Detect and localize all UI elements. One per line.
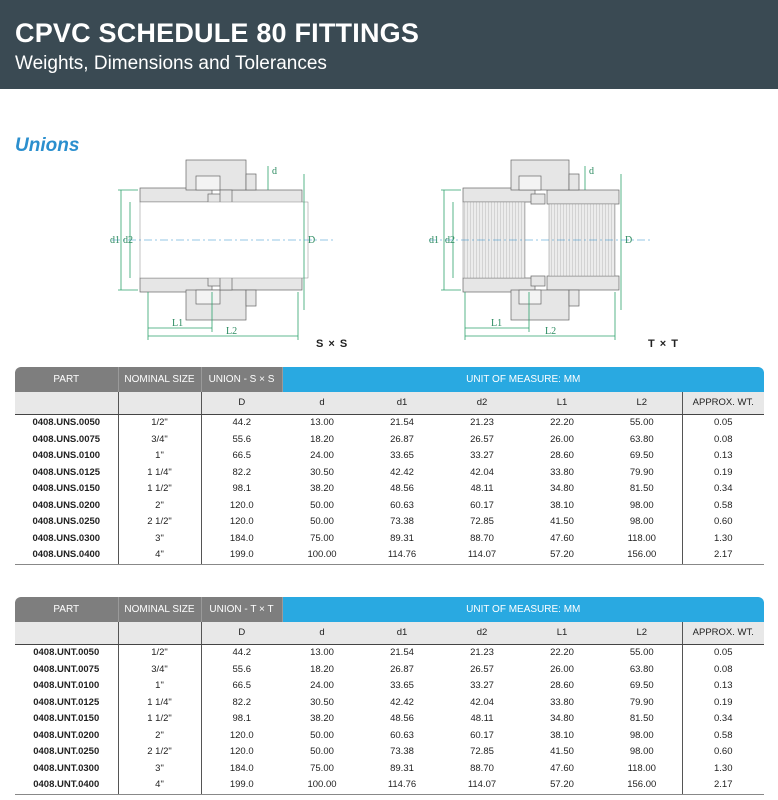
dim-D: 44.2 [232, 417, 251, 428]
dim-L1: 41.50 [550, 516, 574, 527]
approx-weight: 0.08 [714, 663, 733, 675]
table-row [15, 531, 764, 548]
dim-D: 82.2 [232, 696, 251, 708]
header-part: PART [15, 367, 118, 392]
nominal-size: 2" [118, 498, 201, 515]
dim-d2: 60.17 [470, 499, 494, 511]
part-number: 0408.UNS.0150 [15, 481, 118, 498]
approx-weight: 0.58 [714, 499, 733, 511]
dim-d2: 26.57 [470, 433, 494, 445]
subheader-d: d [282, 392, 362, 415]
dim-L1: 22.20 [550, 647, 574, 658]
dim-d: 38.20 [310, 713, 334, 724]
approx-weight: 0.13 [714, 680, 733, 691]
header-banner [0, 0, 778, 89]
table-row [15, 481, 764, 498]
dim-L2: 63.80 [602, 432, 682, 449]
dim-d: 50.00 [310, 499, 334, 511]
dim-d2: 42.04 [470, 696, 494, 708]
dim-L2: 98.00 [602, 728, 682, 745]
approx-weight: 0.60 [714, 516, 733, 527]
page-subtitle: Weights, Dimensions and Tolerances [15, 53, 327, 74]
dim-d1: 89.31 [390, 532, 414, 544]
dim-D: 120.0 [229, 516, 254, 527]
label-d1: d1 [110, 235, 120, 246]
dim-L2: 156.00 [602, 777, 682, 794]
label-l1: L1 [491, 318, 503, 329]
nominal-size: 2 1/2" [118, 744, 201, 761]
dim-d: 50.00 [310, 516, 334, 527]
part-number: 0408.UNS.0300 [15, 531, 118, 548]
dim-d1: 73.38 [390, 746, 414, 757]
dim-d: 50.00 [310, 746, 334, 757]
dim-L1: 33.80 [550, 696, 574, 708]
approx-weight: 0.05 [714, 417, 733, 428]
dim-d1: 60.63 [390, 729, 414, 741]
dim-d1: 21.54 [390, 647, 414, 658]
label-d2: d2 [445, 235, 455, 246]
nominal-size: 4" [118, 547, 201, 564]
dim-L2: 63.80 [602, 662, 682, 679]
nominal-size: 4" [118, 777, 201, 794]
table-row [15, 777, 764, 794]
header-part: PART [15, 597, 118, 622]
dim-L2: 98.00 [602, 744, 682, 761]
dim-d: 38.20 [310, 483, 334, 494]
dim-L1: 34.80 [550, 713, 574, 724]
label-l2: L2 [226, 326, 238, 337]
header-unit-of-measure: UNIT OF MEASURE: MM [282, 367, 764, 392]
part-number: 0408.UNT.0075 [15, 662, 118, 679]
nominal-size: 1" [118, 678, 201, 695]
nominal-size: 1 1/4" [118, 465, 201, 482]
spec-table-sxs [15, 367, 764, 565]
nominal-size: 3/4" [118, 432, 201, 449]
table-row [15, 432, 764, 449]
diagram-caption-sxs: S × S [316, 338, 349, 350]
dim-L1: 57.20 [522, 777, 602, 794]
dim-D: 98.1 [232, 483, 251, 494]
dim-d2: 33.27 [470, 680, 494, 691]
dim-d: 100.00 [282, 777, 362, 794]
dim-L1: 22.20 [550, 417, 574, 428]
dim-D: 199.0 [201, 547, 282, 564]
dim-D: 120.0 [229, 499, 254, 511]
approx-weight: 0.34 [714, 483, 733, 494]
dim-L1: 26.00 [550, 433, 574, 445]
table-row [15, 662, 764, 679]
nominal-size: 1 1/2" [118, 481, 201, 498]
part-number: 0408.UNT.0400 [15, 777, 118, 794]
dim-L1: 47.60 [550, 762, 574, 774]
nominal-size: 3/4" [118, 662, 201, 679]
approx-weight: 1.30 [714, 762, 733, 774]
label-big-d: D [625, 235, 633, 246]
dim-D: 82.2 [232, 466, 251, 478]
dim-d2: 72.85 [470, 746, 494, 757]
dim-d1: 114.76 [362, 547, 442, 564]
dim-d1: 89.31 [390, 762, 414, 774]
dim-d1: 42.42 [390, 696, 414, 708]
table-row [15, 695, 764, 712]
dim-D: 55.6 [232, 433, 251, 445]
table-row [15, 465, 764, 482]
dim-L1: 41.50 [550, 746, 574, 757]
subheader-d1: d1 [362, 392, 442, 415]
table-row [15, 645, 764, 662]
approx-weight: 0.19 [714, 696, 733, 708]
part-number: 0408.UNT.0050 [15, 645, 118, 662]
dim-d: 13.00 [310, 417, 334, 428]
label-d1: d1 [429, 235, 439, 246]
dim-D: 199.0 [201, 777, 282, 794]
dim-L1: 34.80 [550, 483, 574, 494]
dim-d1: 33.65 [390, 680, 414, 691]
dim-d2: 21.23 [470, 647, 494, 658]
dim-d: 100.00 [282, 547, 362, 564]
dim-d: 75.00 [310, 762, 334, 774]
subheader-L1: L1 [522, 392, 602, 415]
dim-d1: 21.54 [390, 417, 414, 428]
dim-L2: 118.00 [602, 761, 682, 778]
dim-L2: 79.90 [602, 465, 682, 482]
dim-L2: 69.50 [602, 448, 682, 465]
part-number: 0408.UNS.0125 [15, 465, 118, 482]
dim-d2: 114.07 [442, 547, 522, 564]
table-row [15, 678, 764, 695]
nominal-size: 1/2" [118, 645, 201, 662]
subheader-D: D [201, 622, 282, 645]
dim-L2: 55.00 [602, 645, 682, 662]
table-row [15, 415, 764, 432]
dim-L1: 28.60 [550, 680, 574, 691]
part-number: 0408.UNT.0300 [15, 761, 118, 778]
dim-L2: 81.50 [602, 481, 682, 498]
approx-weight: 0.08 [714, 433, 733, 445]
dim-d2: 88.70 [470, 762, 494, 774]
subheader-d: d [282, 622, 362, 645]
part-number: 0408.UNS.0200 [15, 498, 118, 515]
subheader-L2: L2 [602, 392, 682, 415]
nominal-size: 3" [118, 531, 201, 548]
header-unit-of-measure: UNIT OF MEASURE: MM [282, 597, 764, 622]
table-row [15, 728, 764, 745]
nominal-size: 1/2" [118, 415, 201, 432]
table-row [15, 498, 764, 515]
nominal-size: 2 1/2" [118, 514, 201, 531]
table-row [15, 761, 764, 778]
label-d2: d2 [123, 235, 133, 246]
table-row [15, 514, 764, 531]
approx-weight: 0.34 [714, 713, 733, 724]
dim-d: 50.00 [310, 729, 334, 741]
dim-d: 18.20 [310, 663, 334, 675]
subheader-L1: L1 [522, 622, 602, 645]
dim-L1: 38.10 [550, 729, 574, 741]
part-number: 0408.UNS.0250 [15, 514, 118, 531]
dim-d2: 88.70 [470, 532, 494, 544]
nominal-size: 2" [118, 728, 201, 745]
part-number: 0408.UNS.0050 [15, 415, 118, 432]
dim-d1: 48.56 [390, 483, 414, 494]
approx-weight: 0.19 [714, 466, 733, 478]
header-union-type: UNION - T × T [201, 597, 282, 622]
dim-D: 55.6 [232, 663, 251, 675]
section-title: Unions [15, 135, 80, 156]
header-union-type: UNION - S × S [201, 367, 282, 392]
dim-d1: 48.56 [390, 713, 414, 724]
nominal-size: 3" [118, 761, 201, 778]
dim-L2: 98.00 [602, 514, 682, 531]
spec-table-txt [15, 597, 764, 795]
dim-d: 30.50 [310, 466, 334, 478]
dim-d2: 33.27 [470, 450, 494, 461]
approx-weight: 0.05 [714, 647, 733, 658]
dim-d1: 42.42 [390, 466, 414, 478]
dim-d1: 26.87 [390, 433, 414, 445]
dim-d2: 48.11 [470, 713, 494, 724]
approx-weight: 0.58 [714, 729, 733, 741]
dim-d1: 60.63 [390, 499, 414, 511]
dim-D: 66.5 [232, 680, 251, 691]
dim-d1: 26.87 [390, 663, 414, 675]
union-sxs-diagram [108, 150, 338, 350]
dim-L1: 28.60 [550, 450, 574, 461]
approx-weight: 0.13 [714, 450, 733, 461]
dim-d: 30.50 [310, 696, 334, 708]
table-row [15, 547, 764, 564]
header-nominal-size: NOMINAL SIZE [118, 597, 201, 622]
dim-D: 98.1 [232, 713, 251, 724]
dim-d: 13.00 [310, 647, 334, 658]
dim-d: 75.00 [310, 532, 334, 544]
label-l2: L2 [545, 326, 557, 337]
subheader-d2: d2 [442, 622, 522, 645]
approx-weight: 1.30 [714, 532, 733, 544]
subheader-approx-wt: APPROX. WT. [682, 622, 764, 645]
subheader-d2: d2 [442, 392, 522, 415]
dim-d2: 60.17 [470, 729, 494, 741]
part-number: 0408.UNS.0100 [15, 448, 118, 465]
approx-weight: 0.60 [714, 746, 733, 757]
dim-L2: 156.00 [602, 547, 682, 564]
dim-d2: 42.04 [470, 466, 494, 478]
subheader-L2: L2 [602, 622, 682, 645]
dim-d1: 33.65 [390, 450, 414, 461]
dim-L2: 98.00 [602, 498, 682, 515]
dim-d2: 48.11 [470, 483, 494, 494]
dim-D: 184.0 [229, 532, 254, 544]
subheader-approx-wt: APPROX. WT. [682, 392, 764, 415]
dim-L2: 79.90 [602, 695, 682, 712]
nominal-size: 1 1/2" [118, 711, 201, 728]
dim-d1: 73.38 [390, 516, 414, 527]
part-number: 0408.UNT.0100 [15, 678, 118, 695]
dim-D: 120.0 [229, 729, 254, 741]
dim-d: 24.00 [310, 680, 334, 691]
dim-L1: 57.20 [522, 547, 602, 564]
part-number: 0408.UNT.0125 [15, 695, 118, 712]
dim-D: 120.0 [229, 746, 254, 757]
label-d: d [272, 166, 277, 177]
dim-D: 66.5 [232, 450, 251, 461]
nominal-size: 1 1/4" [118, 695, 201, 712]
label-l1: L1 [172, 318, 184, 329]
approx-weight: 2.17 [682, 777, 764, 794]
dim-L2: 55.00 [602, 415, 682, 432]
approx-weight: 2.17 [682, 547, 764, 564]
part-number: 0408.UNT.0250 [15, 744, 118, 761]
dim-L2: 81.50 [602, 711, 682, 728]
part-number: 0408.UNS.0400 [15, 547, 118, 564]
dim-d1: 114.76 [362, 777, 442, 794]
dim-L2: 118.00 [602, 531, 682, 548]
header-nominal-size: NOMINAL SIZE [118, 367, 201, 392]
dim-d: 24.00 [310, 450, 334, 461]
dim-L2: 69.50 [602, 678, 682, 695]
dim-L1: 26.00 [550, 663, 574, 675]
label-big-d: D [308, 235, 316, 246]
label-d: d [589, 166, 594, 177]
subheader-d1: d1 [362, 622, 442, 645]
dim-L1: 33.80 [550, 466, 574, 478]
dim-d2: 21.23 [470, 417, 494, 428]
dim-d: 18.20 [310, 433, 334, 445]
part-number: 0408.UNS.0075 [15, 432, 118, 449]
dim-D: 44.2 [232, 647, 251, 658]
union-txt-diagram [425, 150, 655, 350]
table-row [15, 448, 764, 465]
page-title: CPVC SCHEDULE 80 FITTINGS [15, 18, 420, 48]
dim-d2: 72.85 [470, 516, 494, 527]
dim-d2: 114.07 [442, 777, 522, 794]
dim-d2: 26.57 [470, 663, 494, 675]
table-row [15, 744, 764, 761]
part-number: 0408.UNT.0150 [15, 711, 118, 728]
dim-D: 184.0 [229, 762, 254, 774]
table-row [15, 711, 764, 728]
diagram-caption-txt: T × T [648, 338, 679, 350]
subheader-D: D [201, 392, 282, 415]
nominal-size: 1" [118, 448, 201, 465]
dim-L1: 47.60 [550, 532, 574, 544]
part-number: 0408.UNT.0200 [15, 728, 118, 745]
dim-L1: 38.10 [550, 499, 574, 511]
